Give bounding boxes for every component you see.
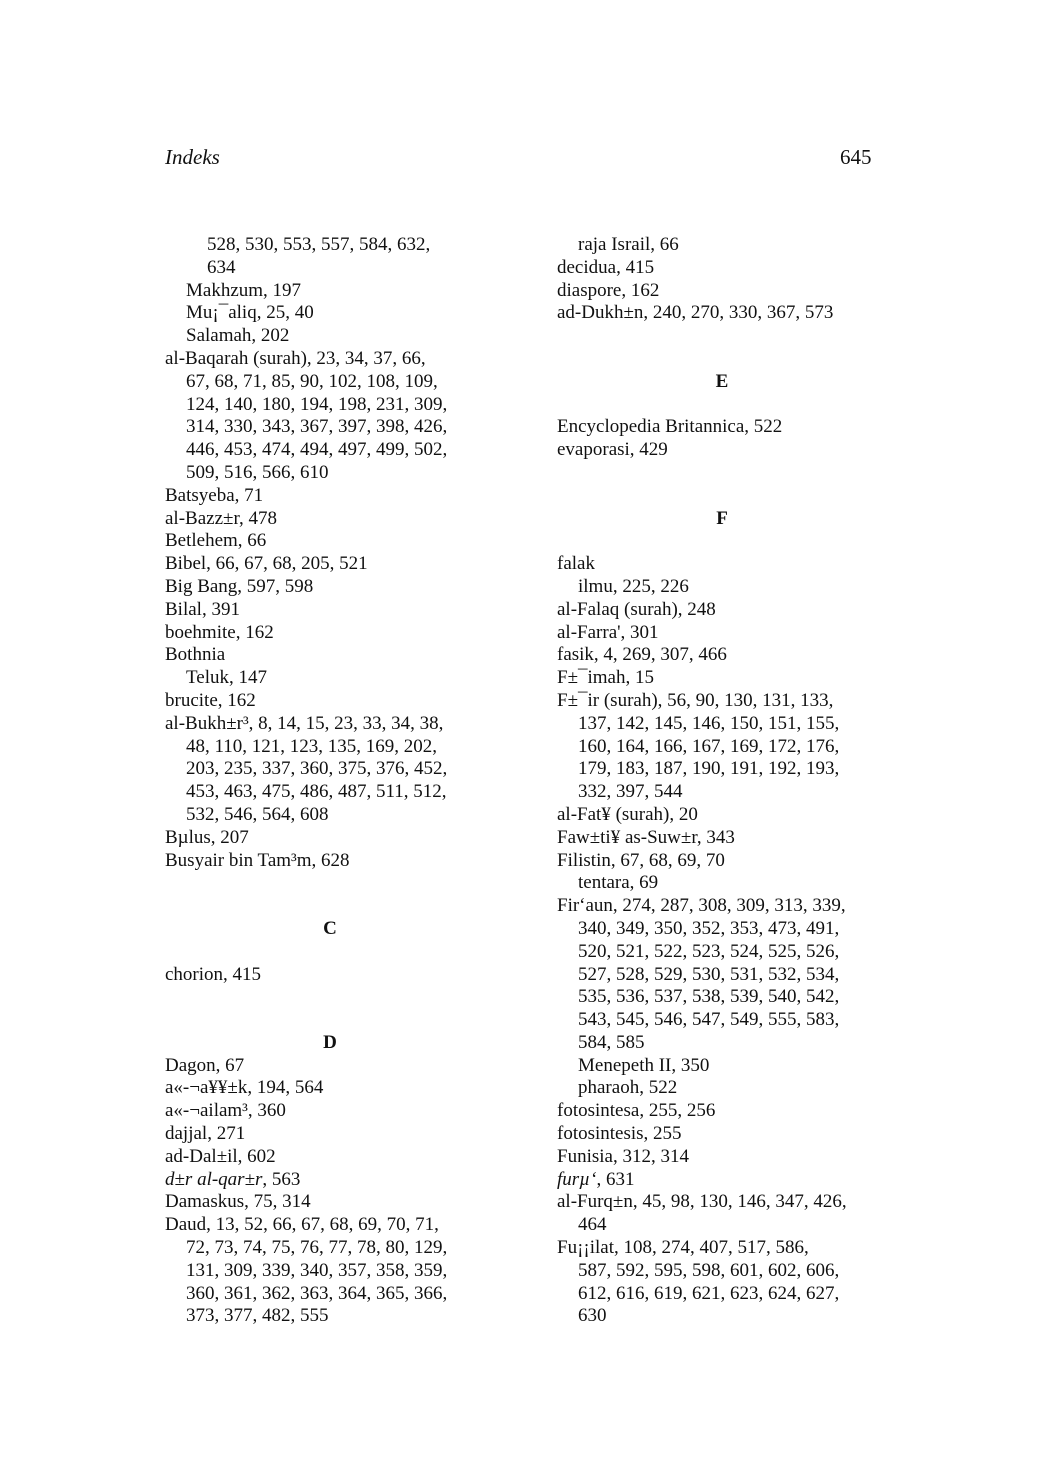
index-entry: dajjal, 271	[165, 1123, 246, 1145]
index-entry: Damaskus, 75, 314	[165, 1191, 311, 1213]
index-entry: brucite, 162	[165, 689, 256, 711]
index-subentry: Salamah, 202	[186, 325, 290, 347]
index-subentry: Menepeth II, 350	[578, 1054, 710, 1076]
running-head-title: Indeks	[165, 145, 220, 169]
index-subentry: pharaoh, 522	[578, 1077, 678, 1099]
index-subentry: 630	[578, 1305, 607, 1327]
index-entry: Betlehem, 66	[165, 530, 267, 552]
index-entry: Faw±ti¥ as-Suw±r, 343	[557, 826, 735, 848]
index-subentry: 587, 592, 595, 598, 601, 602, 606,	[578, 1259, 840, 1281]
index-entry: evaporasi, 429	[557, 439, 668, 461]
section-letter-heading: E	[715, 370, 729, 392]
index-subentry: tentara, 69	[578, 872, 659, 894]
index-entry: al-Falaq (surah), 248	[557, 598, 716, 620]
index-entry: decidua, 415	[557, 256, 655, 278]
index-subentry: 373, 377, 482, 555	[186, 1305, 329, 1327]
index-subentry: Mu¡¯aliq, 25, 40	[186, 302, 314, 324]
index-subentry: 48, 110, 121, 123, 135, 169, 202,	[186, 735, 438, 757]
index-entry: Busyair bin Tam³m, 628	[165, 849, 350, 871]
index-entry: diaspore, 162	[557, 279, 660, 301]
index-subentry: 584, 585	[578, 1031, 645, 1053]
spacer	[165, 941, 495, 964]
index-entry: Daud, 13, 52, 66, 67, 68, 69, 70, 71,	[165, 1214, 439, 1236]
index-subentry: 160, 164, 166, 167, 169, 172, 176,	[578, 735, 840, 757]
index-entry: Bothnia	[165, 644, 226, 666]
index-entry: al-Farra', 301	[557, 621, 659, 643]
italic-term: furµ‘	[557, 1168, 597, 1190]
spacer	[557, 325, 887, 348]
index-entry: fasik, 4, 269, 307, 466	[557, 644, 727, 666]
index-subentry: 528, 530, 553, 557, 584, 632,	[207, 234, 431, 255]
index-subentry: 179, 183, 187, 190, 191, 192, 193,	[578, 758, 840, 780]
index-entry: boehmite, 162	[165, 621, 274, 643]
page-number: 645	[840, 145, 872, 169]
index-entry: chorion, 415	[165, 963, 262, 985]
index-subentry: 535, 536, 537, 538, 539, 540, 542,	[578, 986, 840, 1008]
entry-pages: , 563	[262, 1168, 301, 1190]
index-entry: Filistin, 67, 68, 69, 70	[557, 849, 725, 871]
italic-term: d±r al-qar±r	[165, 1168, 263, 1190]
spacer	[165, 1009, 495, 1032]
index-entry: a«-¬a¥¥±k, 194, 564	[165, 1077, 324, 1099]
spacer	[557, 530, 887, 553]
index-entry	[557, 1169, 887, 1192]
spacer	[165, 895, 495, 918]
index-subentry: 72, 73, 74, 75, 76, 77, 78, 80, 129,	[186, 1237, 448, 1259]
section-letter-heading: F	[716, 507, 728, 529]
index-entry: Encyclopedia Britannica, 522	[557, 416, 783, 438]
index-entry: al-Bazz±r, 478	[165, 507, 278, 529]
index-subentry: 543, 545, 546, 547, 549, 555, 583,	[578, 1009, 840, 1031]
index-entry: ad-Dukh±n, 240, 270, 330, 367, 573	[557, 302, 834, 324]
index-subentry: 446, 453, 474, 494, 497, 499, 502,	[186, 439, 448, 461]
index-entry: Bµlus, 207	[165, 826, 249, 848]
index-entry: F±¯ir (surah), 56, 90, 130, 131, 133,	[557, 689, 834, 711]
index-subentry: 332, 397, 544	[578, 781, 683, 803]
index-subentry: 203, 235, 337, 360, 375, 376, 452,	[186, 758, 448, 780]
index-column-left	[165, 234, 495, 1328]
index-subentry: 314, 330, 343, 367, 397, 398, 426,	[186, 416, 448, 438]
index-entry: Funisia, 312, 314	[557, 1145, 689, 1167]
section-letter-heading: C	[323, 917, 337, 939]
index-subentry: 124, 140, 180, 194, 198, 231, 309,	[186, 393, 448, 415]
index-subentry: 532, 546, 564, 608	[186, 803, 329, 825]
index-column-right	[557, 234, 887, 1328]
index-entry: al-Furq±n, 45, 98, 130, 146, 347, 426,	[557, 1191, 847, 1213]
spacer	[557, 348, 887, 371]
index-subentry: 67, 68, 71, 85, 90, 102, 108, 109,	[186, 370, 438, 392]
index-subentry: 340, 349, 350, 352, 353, 473, 491,	[578, 917, 840, 939]
index-subentry: 634	[207, 256, 236, 278]
index-entry: Dagon, 67	[165, 1054, 245, 1076]
index-entry: falak	[557, 553, 595, 575]
index-entry: Fir‘aun, 274, 287, 308, 309, 313, 339,	[557, 895, 846, 917]
section-letter-heading: D	[323, 1031, 337, 1053]
entry-pages: , 631	[596, 1168, 635, 1190]
index-subentry: 464	[578, 1214, 607, 1236]
index-subentry: 131, 309, 339, 340, 357, 358, 359,	[186, 1259, 448, 1281]
index-subentry: 360, 361, 362, 363, 364, 365, 366,	[186, 1282, 448, 1304]
index-subentry: 527, 528, 529, 530, 531, 532, 534,	[578, 963, 840, 985]
index-entry: al-Fat¥ (surah), 20	[557, 803, 698, 825]
index-entry: Bibel, 66, 67, 68, 205, 521	[165, 553, 368, 575]
index-entry: fotosintesa, 255, 256	[557, 1100, 716, 1122]
index-subentry: 137, 142, 145, 146, 150, 151, 155,	[578, 712, 840, 734]
index-entry: Batsyeba, 71	[165, 484, 264, 506]
index-entry: ad-Dal±il, 602	[165, 1145, 276, 1167]
index-entry: F±¯imah, 15	[557, 667, 654, 689]
index-entry: al-Bukh±r³, 8, 14, 15, 23, 33, 34, 38,	[165, 712, 444, 734]
index-entry: fotosintesis, 255	[557, 1123, 682, 1145]
index-entry	[165, 1169, 495, 1192]
index-entry: Bilal, 391	[165, 598, 240, 620]
index-subentry: 612, 616, 619, 621, 623, 624, 627,	[578, 1282, 840, 1304]
index-subentry: Makhzum, 197	[186, 279, 302, 301]
spacer	[557, 394, 887, 417]
index-entry: Big Bang, 597, 598	[165, 575, 314, 597]
spacer	[165, 872, 495, 895]
index-subentry: ilmu, 225, 226	[578, 575, 689, 597]
index-subentry: 453, 463, 475, 486, 487, 511, 512,	[186, 781, 447, 803]
index-entry: Fu¡¡ilat, 108, 274, 407, 517, 586,	[557, 1237, 809, 1259]
index-subentry: Teluk, 147	[186, 667, 267, 689]
spacer	[165, 986, 495, 1009]
index-entry: al-Baqarah (surah), 23, 34, 37, 66,	[165, 347, 426, 369]
index-subentry: 509, 516, 566, 610	[186, 461, 329, 483]
spacer	[557, 485, 887, 508]
index-subentry: 520, 521, 522, 523, 524, 525, 526,	[578, 940, 840, 962]
index-subentry: raja Israil, 66	[578, 234, 679, 255]
spacer	[557, 462, 887, 485]
index-entry: a«-¬ailam³, 360	[165, 1100, 286, 1122]
